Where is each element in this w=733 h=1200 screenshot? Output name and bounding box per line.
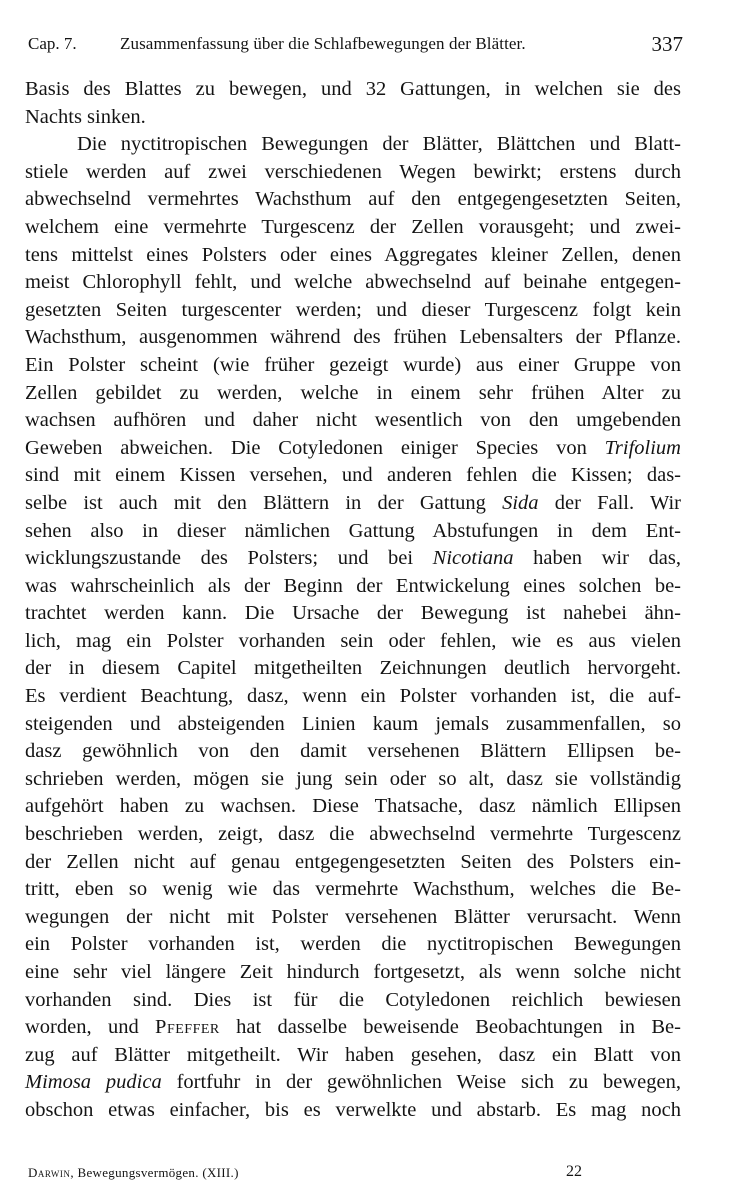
text-segment: Geweben abweichen. Die Cotyledonen einiger Species von xyxy=(25,436,605,459)
text-line: aufgehört haben zu wachsen. Diese Thatsache, dasz nämlich Ellipsen xyxy=(25,795,681,818)
smallcaps-name-pfeffer: Pfeffer xyxy=(155,1016,220,1039)
text-line: schrieben werden, mögen sie jung sein oder so alt, dasz sie vollständig xyxy=(25,767,681,790)
text-line xyxy=(25,1069,681,1097)
text-line: trachtet werden kann. Die Ursache der Bewegung ist nahebei ähn- xyxy=(25,602,681,625)
text-line: ein Polster vorhanden ist, werden die nyctitropischen Bewegungen xyxy=(25,933,681,956)
text-line: wegungen der nicht mit Polster versehenen Blätter verursacht. Wenn xyxy=(25,905,681,928)
text-line: wachsen aufhören und daher nicht wesentlich von den umgebenden xyxy=(25,409,681,432)
text-line: Basis des Blattes zu bewegen, und 32 Gattungen, in welchen sie des xyxy=(25,78,681,100)
chapter-label: Cap. 7. xyxy=(28,34,77,53)
text-segment: fortfuhr in der gewöhnlichen Weise sich zu bewegen, xyxy=(161,1071,682,1094)
text-line: abwechselnd vermehrtes Wachsthum auf den entgegengesetzten Seiten, xyxy=(25,188,681,211)
text-line: sind mit einem Kissen versehen, und anderen fehlen die Kissen; das- xyxy=(25,464,681,487)
text-line: stiele werden auf zwei verschiedenen Wegen bewirkt; erstens durch xyxy=(25,160,681,183)
text-line: welchem eine vermehrte Turgescenz der Zellen vorausgeht; und zwei- xyxy=(25,215,681,238)
text-segment: der Fall. Wir xyxy=(538,491,682,514)
text-line: was wahrscheinlich als der Beginn der Entwickelung eines solchen be- xyxy=(25,574,681,597)
text-segment: hat dasselbe beweisende Beobachtungen in Be- xyxy=(219,1016,681,1039)
text-line xyxy=(25,490,681,518)
text-line: dasz gewöhnlich von den damit versehenen Blättern Ellipsen be- xyxy=(25,740,681,763)
text-line: obschon etwas einfacher, bis es verwelkte und abstarb. Es mag noch xyxy=(25,1098,681,1121)
text-line: vorhanden sind. Dies ist für die Cotyledonen reichlich bewiesen xyxy=(25,988,681,1011)
text-line: tens mittelst eines Polsters oder eines Aggregates kleiner Zellen, denen xyxy=(25,243,681,266)
text-segment: worden, und xyxy=(25,1016,156,1039)
text-segment: selbe ist auch mit den Blättern in der Gattung xyxy=(25,491,503,514)
text-segment: wicklungszustande des Polsters; und bei xyxy=(25,547,433,570)
text-line: gesetzten Seiten turgescenter werden; und dieser Turgescenz folgt kein xyxy=(25,298,681,321)
footer-author: Darwin xyxy=(28,1165,71,1180)
italic-genus-sida: Sida xyxy=(502,491,539,514)
paragraph-start-line: Die nyctitropischen Bewegungen der Blätter, Blättchen und Blatt- xyxy=(77,133,681,156)
text-line xyxy=(25,435,681,463)
text-line: sehen also in dieser nämlichen Gattung Abstufungen in dem Ent- xyxy=(25,519,681,542)
text-line: tritt, eben so wenig wie das vermehrte Wachsthum, welches die Be- xyxy=(25,878,681,901)
page-footer xyxy=(28,1163,683,1187)
footer-imprint xyxy=(28,1165,239,1181)
text-line: Zellen gebildet zu werden, welche in einem sehr frühen Alter zu xyxy=(25,381,681,404)
italic-genus-trifolium: Trifolium xyxy=(604,436,681,459)
text-line: Wachsthum, ausgenommen während des frühen Lebensalters der Pflanze. xyxy=(25,326,681,349)
text-line: meist Chlorophyll fehlt, und welche abwechselnd auf beinahe entgegen- xyxy=(25,271,681,294)
text-line: der in diesem Capitel mitgetheilten Zeichnungen deutlich hervorgeht. xyxy=(25,657,681,680)
text-line: eine sehr viel längere Zeit hindurch fortgesetzt, als wenn solche nicht xyxy=(25,961,681,983)
text-segment: haben wir das, xyxy=(513,547,681,570)
running-header xyxy=(28,30,683,60)
running-title: Zusammenfassung über die Schlafbewegungen der Blätter. xyxy=(120,34,526,53)
text-line xyxy=(25,545,681,573)
italic-genus-nicotiana: Nicotiana xyxy=(432,547,514,570)
italic-species-mimosa-pudica: Mimosa pudica xyxy=(25,1071,162,1094)
text-line xyxy=(25,1014,681,1042)
text-line: beschrieben werden, zeigt, dasz die abwechselnd vermehrte Turgescenz xyxy=(25,823,681,846)
signature-mark: 22 xyxy=(566,1163,582,1180)
text-line: lich, mag ein Polster vorhanden sein oder fehlen, wie es aus vielen xyxy=(25,629,681,652)
text-line: Es verdient Beachtung, dasz, wenn ein Polster vorhanden ist, die auf- xyxy=(25,685,681,708)
text-line: steigenden und absteigenden Linien kaum jemals zusammenfallen, so xyxy=(25,712,681,735)
footer-work: , Bewegungsvermögen. (XIII.) xyxy=(70,1165,239,1180)
text-line: Ein Polster scheint (wie früher gezeigt wurde) aus einer Gruppe von xyxy=(25,353,681,376)
body-text xyxy=(25,76,681,1125)
text-line: der Zellen nicht auf genau entgegengesetzten Seiten des Polsters ein- xyxy=(25,850,681,873)
text-line: Nachts sinken. xyxy=(25,105,146,128)
page-number: 337 xyxy=(651,32,683,56)
text-line: zug auf Blätter mitgetheilt. Wir haben gesehen, dasz ein Blatt von xyxy=(25,1043,681,1066)
